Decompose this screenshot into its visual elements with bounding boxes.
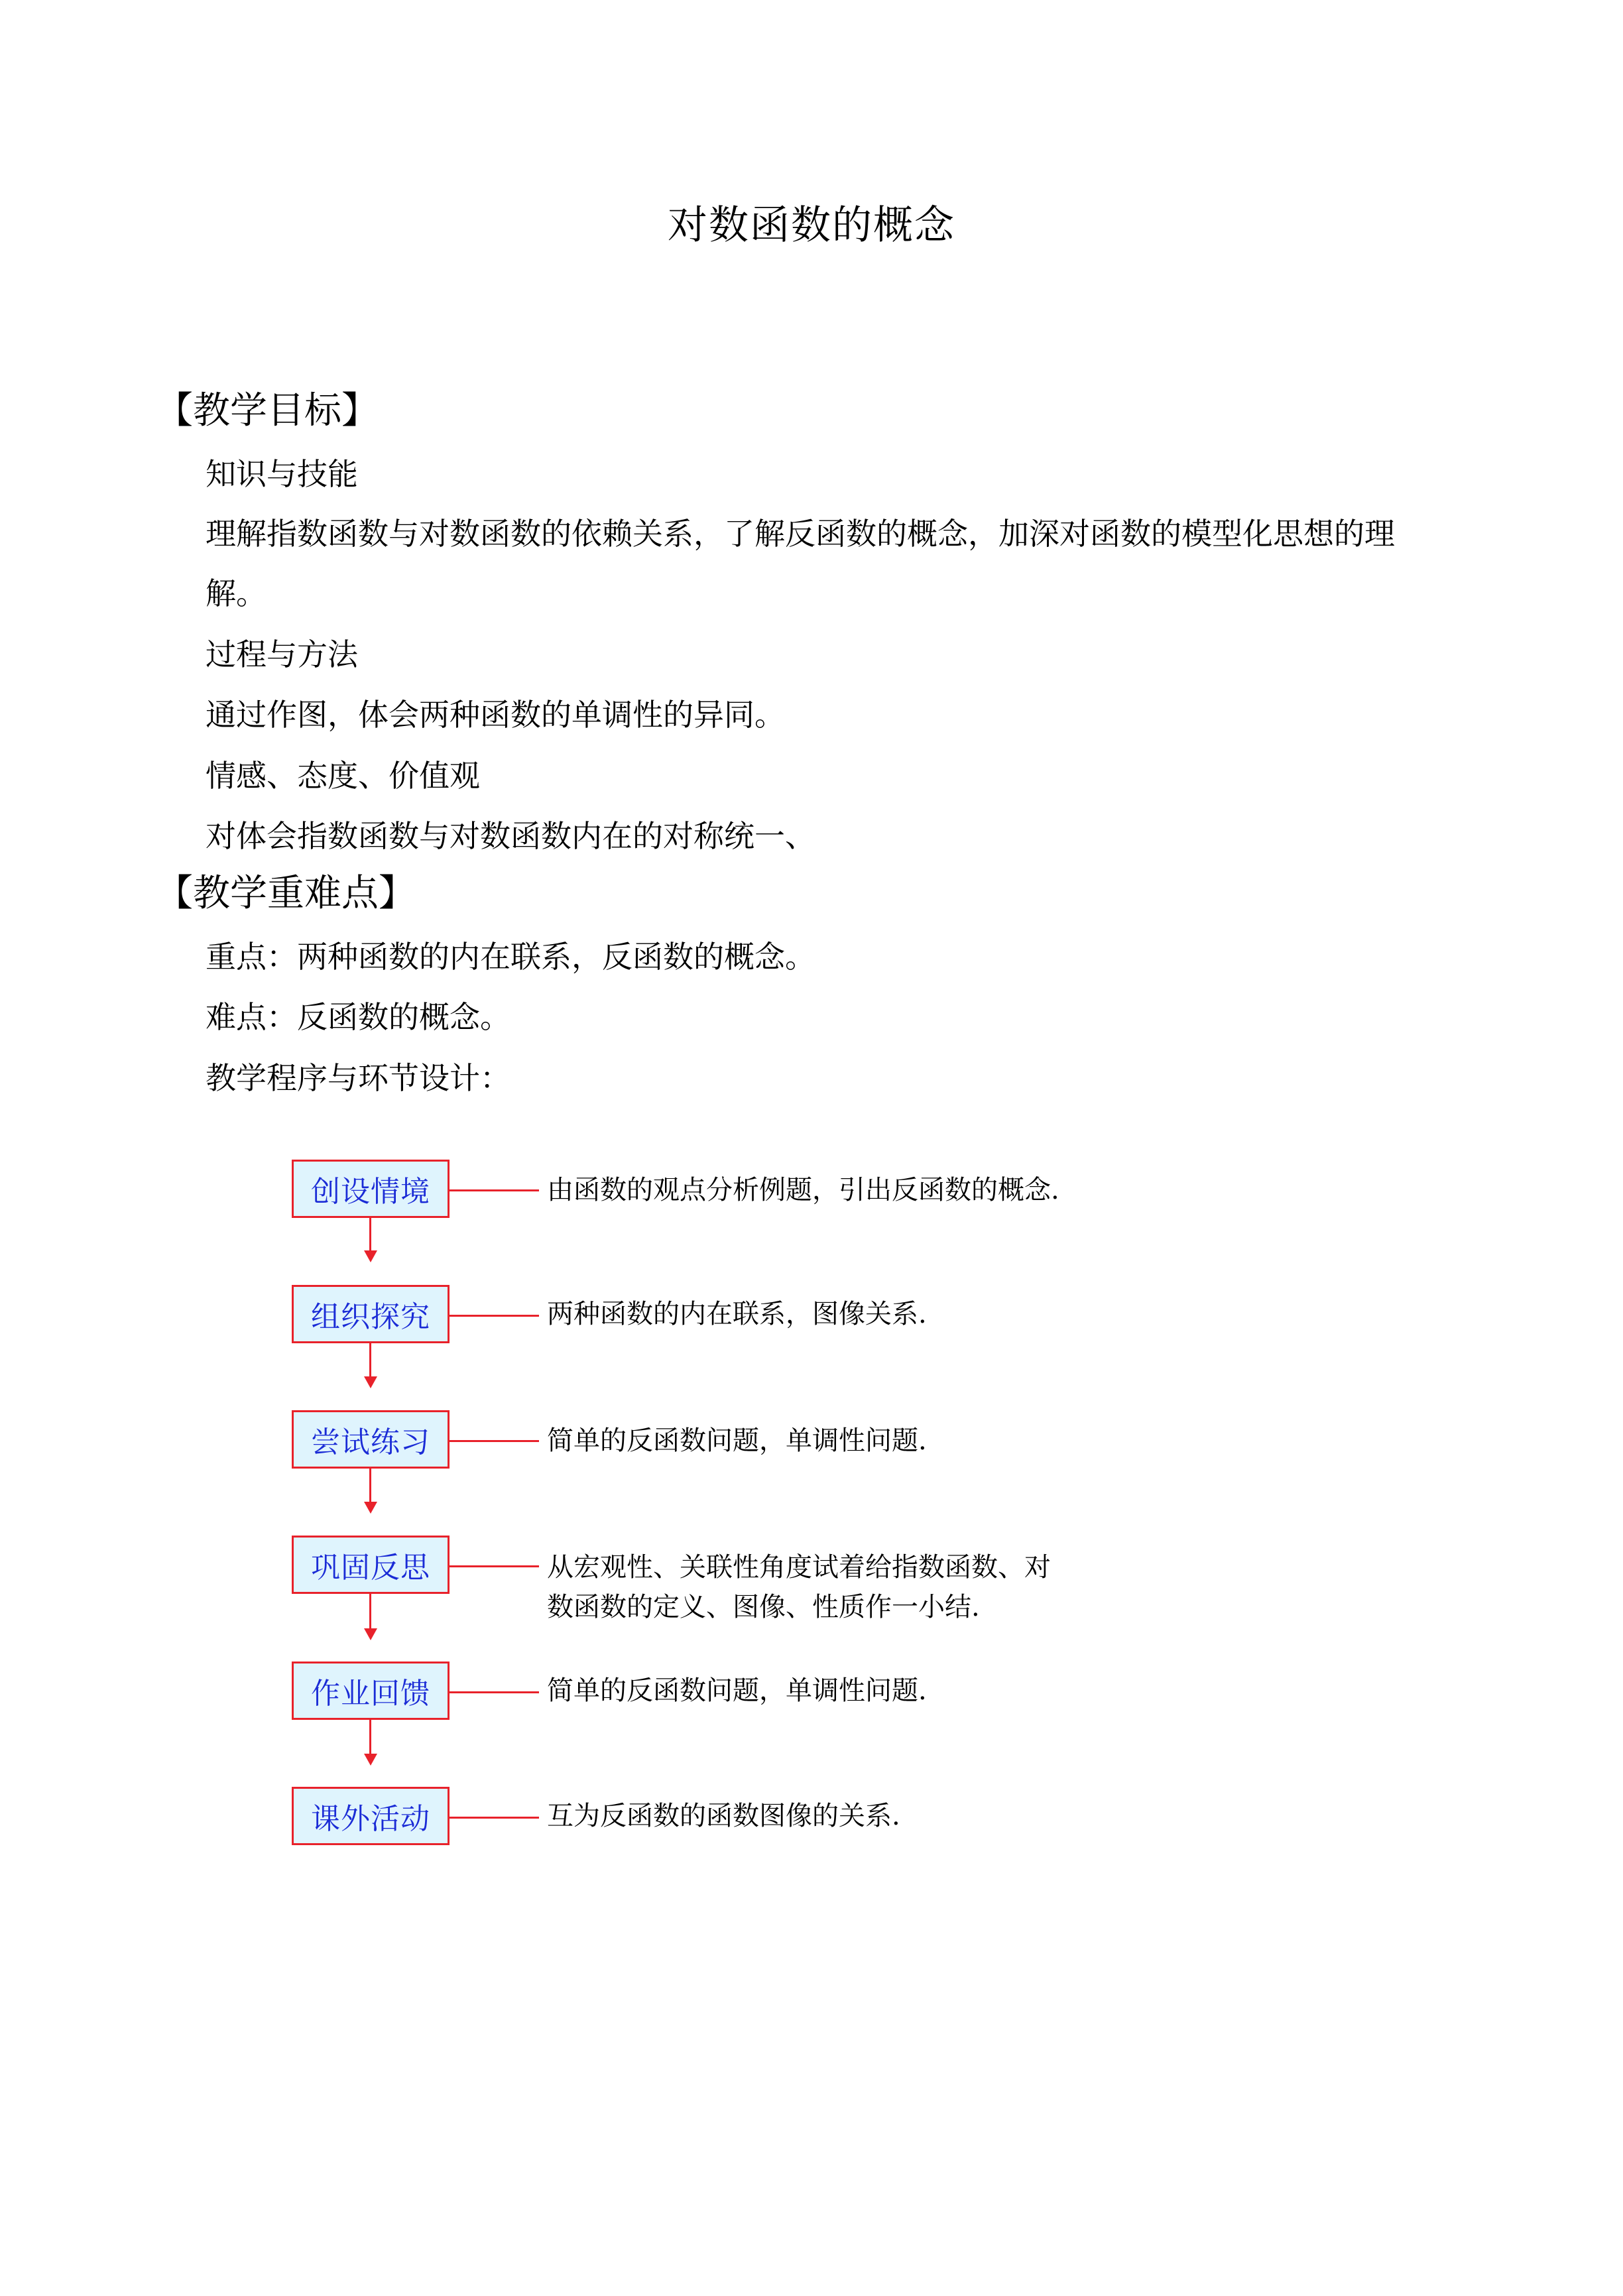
document-title: 对数函数的概念 [668,202,955,249]
flow-arrow-line [369,1469,371,1503]
flow-step-box: 创设情境 [292,1160,450,1218]
flow-step-box: 巩固反思 [292,1536,450,1594]
knowledge-heading: 知识与技能 [206,456,358,492]
flow-step-desc: 从宏观性、关联性角度试着给指数函数、对 [547,1552,1051,1583]
flow-arrow-line [369,1218,371,1252]
flow-step-desc: 简单的反函数问题，单调性问题. [547,1675,927,1706]
flow-arrow-line [369,1594,371,1630]
flow-step-box: 课外活动 [292,1787,450,1845]
flow-connector [450,1189,539,1191]
knowledge-text-line1: 理解指数函数与对数函数的依赖关系，了解反函数的概念，加深对函数的模型化思想的理 [206,516,1395,552]
flow-step-desc: 简单的反函数问题，单调性问题. [547,1425,927,1456]
flow-arrow-head [364,1628,377,1640]
flow-connector [450,1817,539,1819]
flow-step-desc: 由函数的观点分析例题，引出反函数的概念. [547,1175,1059,1205]
flow-connector [450,1565,539,1567]
flow-step-desc: 互为反函数的函数图像的关系. [547,1801,900,1831]
flow-connector [450,1691,539,1693]
flow-arrow-line [369,1720,371,1755]
difficult-point: 难点：反函数的概念。 [206,999,511,1035]
emotion-heading: 情感、态度、价值观 [206,758,480,794]
procedure-intro: 教学程序与环节设计： [206,1060,511,1096]
flow-arrow-head [364,1502,377,1514]
key-point: 重点：两种函数的内在联系，反函数的概念。 [206,939,815,975]
flow-connector [450,1440,539,1442]
flow-arrow-head [364,1376,377,1388]
process-heading: 过程与方法 [206,636,358,672]
flow-arrow-head [364,1754,377,1766]
section-heading-difficulties: 【教学重难点】 [156,872,416,915]
flow-arrow-line [369,1343,371,1378]
knowledge-text-line2: 解。 [206,575,267,611]
flow-step-box: 作业回馈 [292,1662,450,1720]
section-heading-objectives: 【教学目标】 [156,389,379,432]
process-text: 通过作图，体会两种函数的单调性的异同。 [206,697,785,733]
flow-step-box: 尝试练习 [292,1410,450,1469]
flow-step-box: 组织探究 [292,1285,450,1343]
emotion-text: 对体会指数函数与对数函数内在的对称统一、 [206,818,815,854]
flow-connector [450,1315,539,1317]
flow-arrow-head [364,1250,377,1262]
flow-step-desc: 两种函数的内在联系，图像关系. [547,1299,927,1329]
flow-step-desc: 数函数的定义、图像、性质作一小结. [547,1592,980,1622]
